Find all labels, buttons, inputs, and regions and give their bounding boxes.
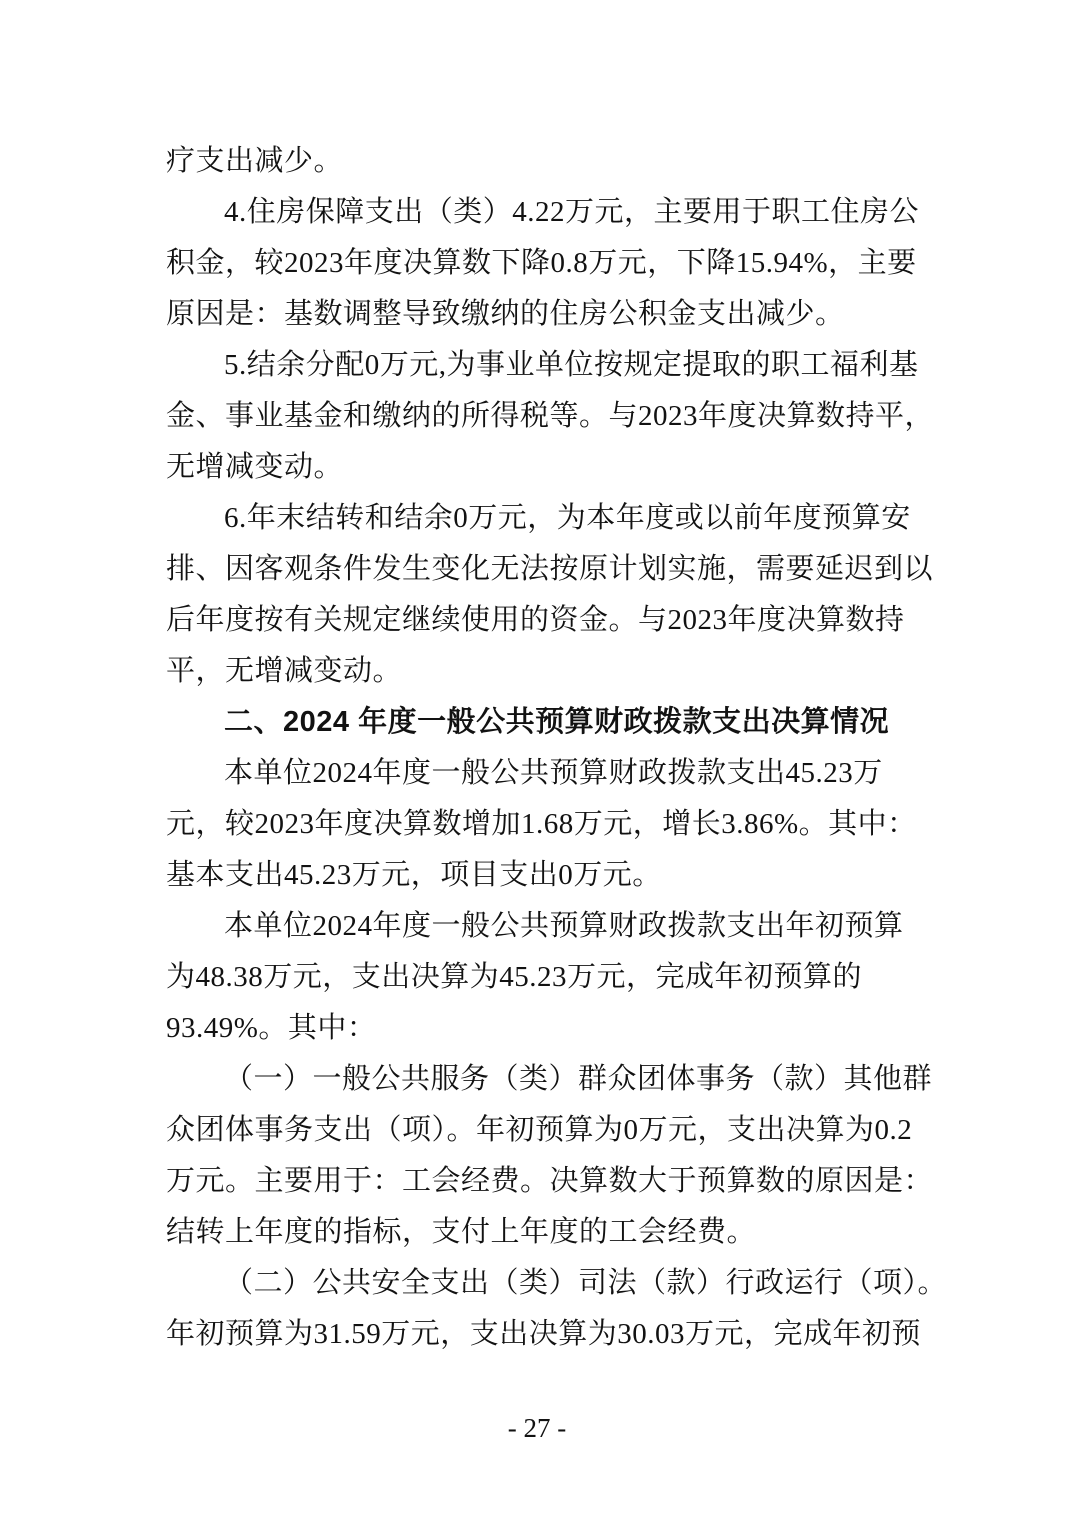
text-line: 基本支出45.23万元，项目支出0万元。 [166,859,662,891]
section-heading: 二、2024 年度一般公共预算财政拨款支出决算情况 [224,706,890,738]
text-line: 疗支出减少。 [166,145,344,177]
text-line: 金、事业基金和缴纳的所得税等。与2023年度决算数持平， [166,400,935,432]
text-line: 原因是：基数调整导致缴纳的住房公积金支出减少。 [166,298,845,330]
text-line: 93.49%。其中： [166,1012,377,1044]
text-line: （一）一般公共服务（类）群众团体事务（款）其他群 [224,1063,933,1095]
text-line: 元，较2023年度决算数增加1.68万元，增长3.86%。其中： [166,808,917,840]
text-line: 6.年末结转和结余0万元，为本年度或以前年度预算安 [224,502,911,534]
text-line: 排、因客观条件发生变化无法按原计划实施，需要延迟到以 [166,553,934,585]
text-line: （二）公共安全支出（类）司法（款）行政运行（项）。 [224,1267,948,1299]
text-line: 本单位2024年度一般公共预算财政拨款支出45.23万 [224,757,883,789]
text-line: 后年度按有关规定继续使用的资金。与2023年度决算数持 [166,604,905,636]
text-line: 万元。主要用于：工会经费。决算数大于预算数的原因是： [166,1165,934,1197]
text-line: 众团体事务支出（项）。年初预算为0万元，支出决算为0.2 [166,1114,913,1146]
text-line: 5.结余分配0万元,为事业单位按规定提取的职工福利基 [224,349,919,381]
text-line: 无增减变动。 [166,451,344,483]
page-number: - 27 - [507,1413,567,1443]
text-line: 本单位2024年度一般公共预算财政拨款支出年初预算 [224,910,904,942]
text-line: 积金，较2023年度决算数下降0.8万元，下降15.94%，主要 [166,247,917,279]
text-line: 平，无增减变动。 [166,655,403,687]
text-line: 为48.38万元，支出决算为45.23万元，完成年初预算的 [166,961,863,993]
text-line: 年初预算为31.59万元，支出决算为30.03万元，完成年初预 [166,1318,922,1350]
document-body [166,136,948,1360]
text-line: 4.住房保障支出（类）4.22万元，主要用于职工住房公 [224,196,920,228]
text-line: 结转上年度的指标，支付上年度的工会经费。 [166,1216,757,1248]
